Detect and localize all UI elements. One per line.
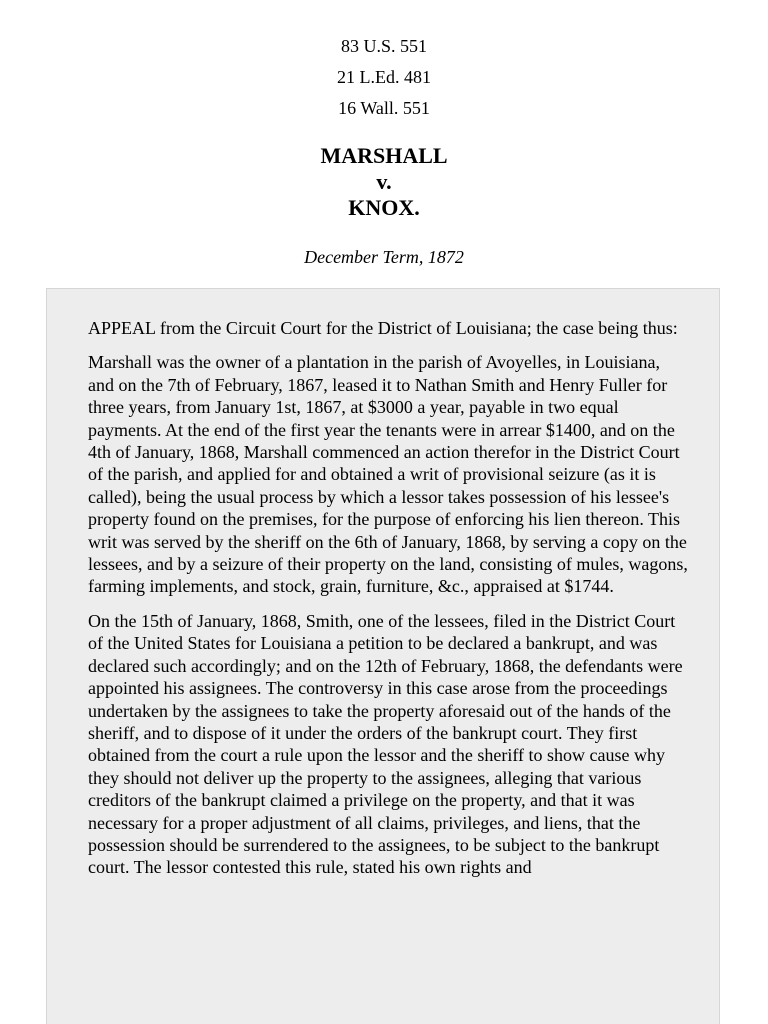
court-term: December Term, 1872 xyxy=(304,247,464,267)
paragraph: On the 15th of January, 1868, Smith, one of the lessees, filed in the District Court of the United States for Louisiana a petition to be declared a bankrupt, and was declared such accordingly; and on the 12th of February, 1868, the defendants were appointed his assignees. The controversy in this case arose from the proceedings undertaken by the assignees to take the property aforesaid out of the hands of the sheriff, and to dispose of it under the orders of the bankrupt court. They first obtained from the court a rule upon the lessor and the sheriff to show cause why they should not deliver up the property to the assignees, alleging that various creditors of the bankrupt claimed a privilege on the property, and that it was necessary for a proper adjustment of all claims, privileges, and liens, that the possession should be surrendered to the assignees, to be subject to the bankrupt court. The lessor contested this rule, stated his own rights and xyxy=(88,610,683,878)
party-2: KNOX. xyxy=(348,195,420,220)
paragraph: APPEAL from the Circuit Court for the District of Louisiana; the case being thus: xyxy=(88,318,678,338)
opinion-body xyxy=(46,288,720,1024)
citation-us: 83 U.S. 551 xyxy=(340,36,427,56)
opinion-text xyxy=(88,317,688,891)
party-1: MARSHALL xyxy=(320,143,448,168)
case-title xyxy=(0,143,768,221)
citation-wall: 16 Wall. 551 xyxy=(338,98,430,118)
citations xyxy=(0,34,768,127)
versus: v. xyxy=(376,169,392,194)
citation-led: 21 L.Ed. 481 xyxy=(337,67,431,87)
paragraph: Marshall was the owner of a plantation in the parish of Avoyelles, in Louisiana, and on the 7th of February, 1867, leased it to Nathan Smith and Henry Fuller for three years, from January 1st, 1867, at $3000 a year, payable in two equal payments. At the end of the first year the tenants were in arrear $1400, and on the 4th of January, 1868, Marshall commenced an action therefor in the District Court of the parish, and applied for and obtained a writ of provisional seizure (as it is called), being the usual process by which a lessor takes possession of his lessee's property found on the premises, for the purpose of enforcing his lien thereon. This writ was served by the sheriff on the 6th of January, 1868, by serving a copy on the lessees, and by a seizure of their property on the land, consisting of mules, wagons, farming implements, and stock, grain, furniture, &c., appraised at $1744. xyxy=(88,352,688,597)
